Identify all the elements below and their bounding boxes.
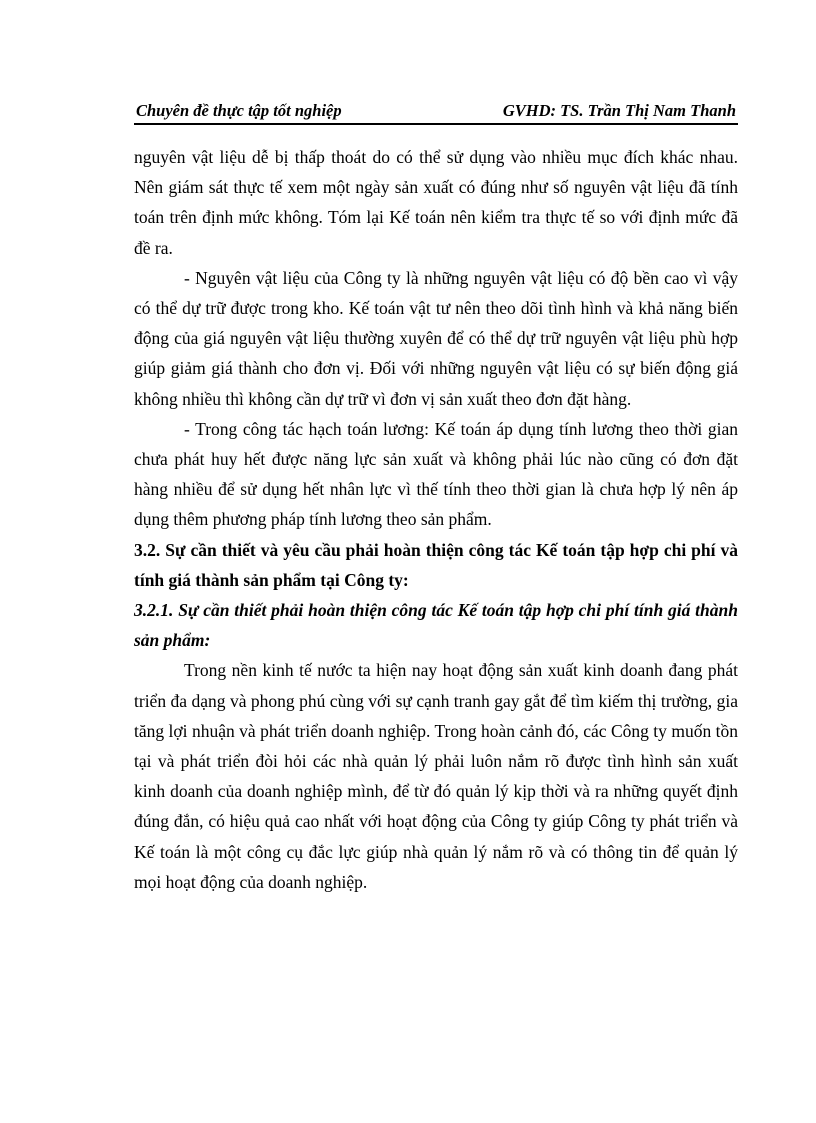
paragraph-economy: Trong nền kinh tế nước ta hiện nay hoạt động sản xuất kinh doanh đang phát triển đa dạng và phong phú cùng với sự cạnh tranh gay gắt để tìm kiếm thị trường, gia tăng lợi nhuận và phát triển doanh nghiệp. Trong hoàn cảnh đó, các Công ty muốn tồn tại và phát triển đòi hỏi các nhà quản lý phải luôn nắm rõ được tình hình sản xuất kinh doanh của doanh nghiệp mình, để từ đó quản lý kịp thời và ra những quyết định đúng đắn, có hiệu quả cao nhất với hoạt động của Công ty giúp Công ty phát triển và Kế toán là một công cụ đắc lực giúp nhà quản lý nắm rõ và có thông tin để quản lý mọi hoạt động của doanh nghiệp. [134, 660, 738, 892]
page-header [134, 99, 738, 125]
subsection-heading-3-2-1: 3.2.1. Sự cần thiết phải hoàn thiện công tác Kế toán tập hợp chi phí tính giá thành sản phẩm: [134, 600, 738, 651]
section-heading-3-2: 3.2. Sự cần thiết và yêu cầu phải hoàn thiện công tác Kế toán tập hợp chi phí và tính giá thành sản phẩm tại Công ty: [134, 539, 738, 590]
header-supervisor: GVHD: TS. Trần Thị Nam Thanh [502, 101, 736, 120]
header-title: Chuyên đề thực tập tốt nghiệp [136, 101, 342, 120]
paragraph-payroll: - Trong công tác hạch toán lương: Kế toán áp dụng tính lương theo thời gian chưa phát huy hết được năng lực sản xuất và không phải lúc nào cũng có đơn đặt hàng nhiều để sử dụng hết nhân lực vì thế tính theo thời gian là chưa hợp lý nên áp dụng thêm phương pháp tính lương theo sản phẩm. [134, 418, 738, 530]
paragraph-materials: - Nguyên vật liệu của Công ty là những nguyên vật liệu có độ bền cao vì vậy có thể dự trữ được trong kho. Kế toán vật tư nên theo dõi tình hình và khả năng biến động của giá nguyên vật liệu thường xuyên để có thể dự trữ nguyên vật liệu phù hợp giúp giảm giá thành cho đơn vị. Đối với những nguyên vật liệu có sự biến động giá không nhiều thì không cần dự trữ vì đơn vị sản xuất theo đơn đặt hàng. [134, 267, 738, 409]
document-body [134, 142, 738, 897]
paragraph-continuation: nguyên vật liệu dễ bị thấp thoát do có thể sử dụng vào nhiều mục đích khác nhau. Nên giám sát thực tế xem một ngày sản xuất có đúng như số nguyên vật liệu đã tính toán trên định mức không. Tóm lại Kế toán nên kiểm tra thực tế so với định mức đã đề ra. [134, 147, 738, 258]
